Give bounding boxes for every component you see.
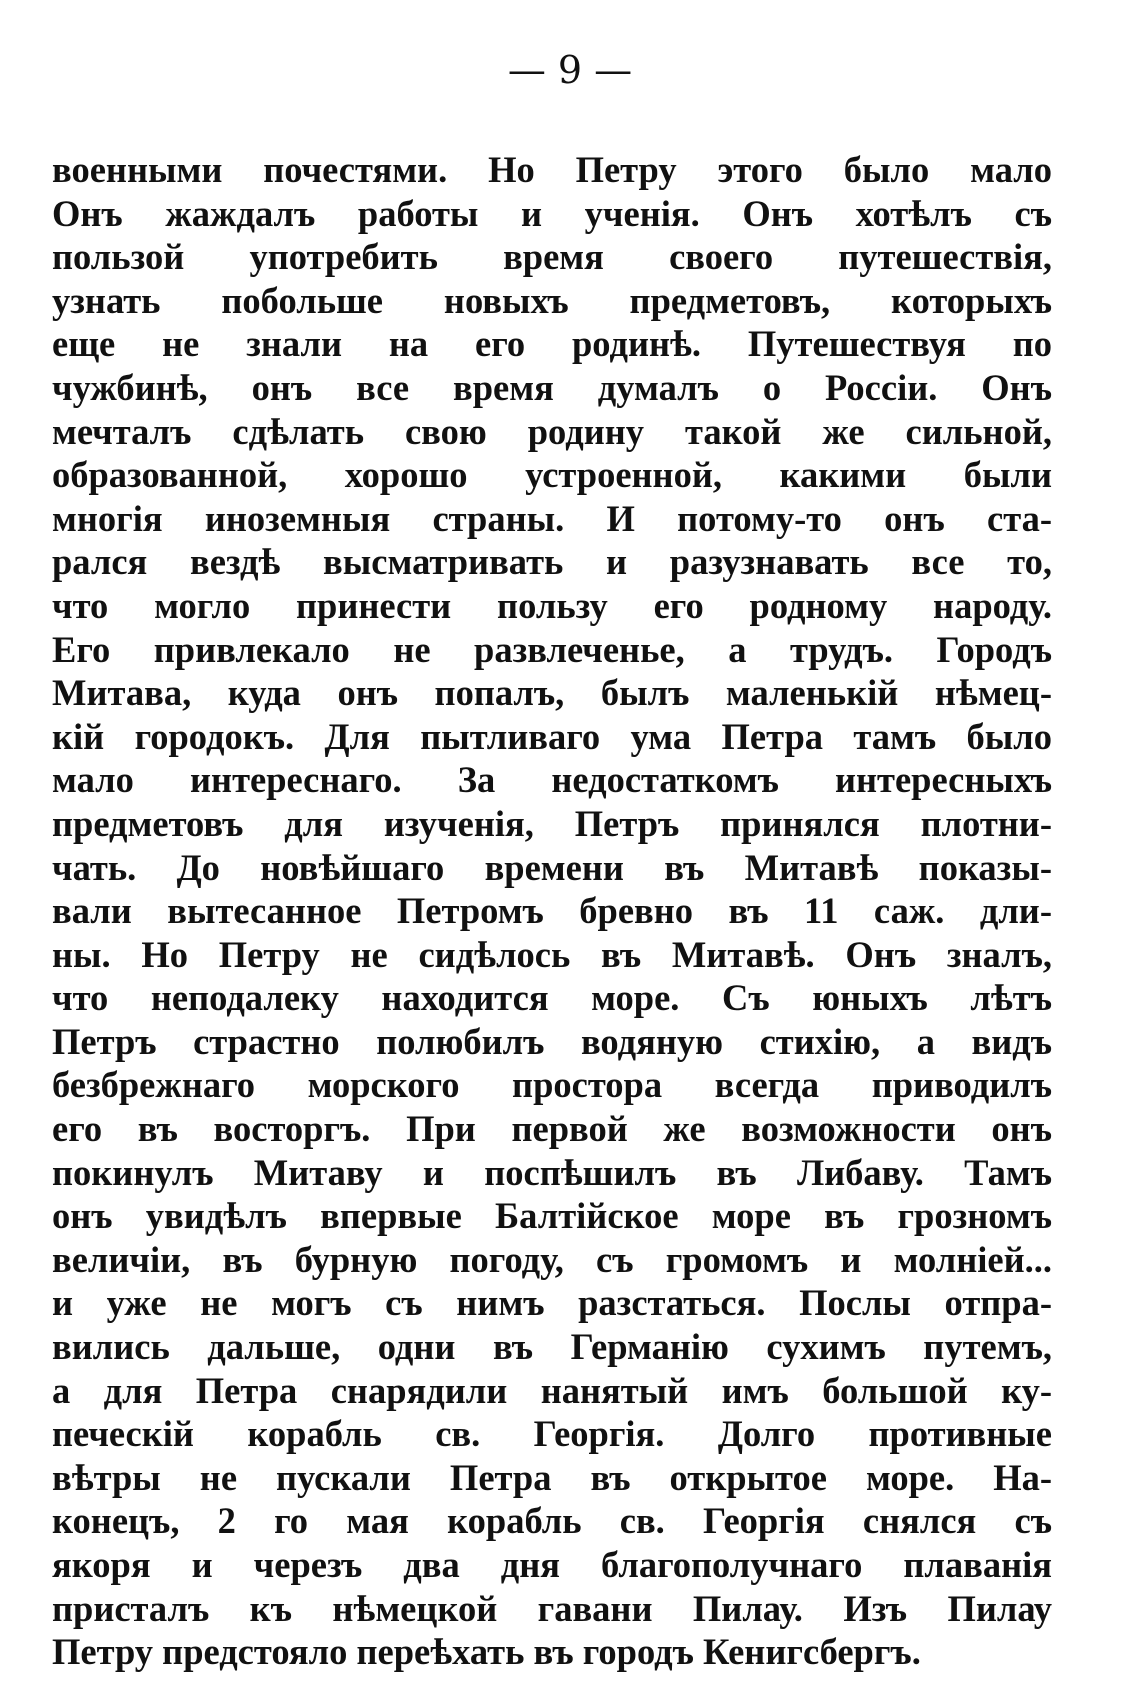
text-line: узнать побольше новыхъ предметовъ, которыхъ bbox=[52, 279, 1052, 321]
text-line: многія иноземныя страны. И потому-то онъ ста- bbox=[52, 497, 1052, 539]
text-line: кій городокъ. Для пытливаго ума Петра тамъ было bbox=[52, 715, 1052, 757]
text-line: что неподалеку находится море. Съ юныхъ лѣтъ bbox=[52, 977, 1052, 1019]
text-line: и уже не могъ съ нимъ разстаться. Послы отпра- bbox=[52, 1282, 1052, 1324]
text-line: военными почестями. Но Петру этого было мало bbox=[52, 149, 1052, 190]
text-line: безбрежнаго морского простора всегда приводилъ bbox=[52, 1064, 1052, 1106]
text-line: вѣтры не пускали Петра въ открытое море. На- bbox=[52, 1456, 1052, 1498]
text-line: покинулъ Митаву и поспѣшилъ въ Либаву. Тамъ bbox=[52, 1151, 1052, 1193]
text-line: чужбинѣ, онъ все время думалъ о Россіи. Онъ bbox=[52, 366, 1052, 408]
text-line: Петръ страстно полюбилъ водяную стихію, а видъ bbox=[52, 1020, 1052, 1062]
text-line: конецъ, 2 го мая корабль св. Георгія снялся съ bbox=[52, 1500, 1052, 1542]
text-line: онъ увидѣлъ впервые Балтійское море въ грозномъ bbox=[52, 1195, 1052, 1237]
text-line: его въ восторгъ. При первой же возможности онъ bbox=[52, 1108, 1052, 1150]
text-line: величіи, въ бурную погоду, съ громомъ и молніей... bbox=[52, 1238, 1052, 1280]
text-line: что могло принести пользу его родному народу. bbox=[52, 584, 1052, 626]
text-line: мало интереснаго. За недостаткомъ интересныхъ bbox=[52, 759, 1052, 801]
text-line: образованной, хорошо устроенной, какими были bbox=[52, 454, 1052, 496]
text-line: Онъ жаждалъ работы и ученія. Онъ хотѣлъ съ bbox=[52, 192, 1052, 234]
text-line: вились дальше, одни въ Германію сухимъ путемъ, bbox=[52, 1326, 1052, 1368]
text-line: рался вездѣ высматривать и разузнавать все то, bbox=[52, 541, 1052, 583]
text-line: чать. До новѣйшаго времени въ Митавѣ показы- bbox=[52, 846, 1052, 888]
text-line: Митава, куда онъ попалъ, былъ маленькій нѣмец- bbox=[52, 672, 1052, 714]
page-number: — 9 — bbox=[507, 48, 633, 92]
text-line: Его привлекало не развлеченье, а трудъ. Городъ bbox=[52, 628, 1052, 670]
text-line: Петру предстояло переѣхать въ городъ Кенигсбергъ. bbox=[52, 1631, 921, 1673]
text-line: пользой употребить время своего путешествія, bbox=[52, 236, 1052, 278]
text-line: ны. Но Петру не сидѣлось въ Митавѣ. Онъ зналъ, bbox=[52, 933, 1052, 975]
text-line: предметовъ для изученія, Петръ принялся плотни- bbox=[52, 802, 1052, 844]
text-line: еще не знали на его родинѣ. Путешествуя по bbox=[52, 323, 1052, 365]
text-line: а для Петра снарядили нанятый имъ большой ку- bbox=[52, 1369, 1052, 1411]
text-line: вали вытесанное Петромъ бревно въ 11 саж. дли- bbox=[52, 890, 1052, 932]
text-line: якоря и черезъ два дня благополучнаго плаванія bbox=[52, 1544, 1052, 1585]
body-text bbox=[52, 148, 1052, 1674]
text-line: мечталъ сдѣлать свою родину такой же сильной, bbox=[52, 410, 1052, 452]
text-line: печескій корабль св. Георгія. Долго противные bbox=[52, 1413, 1052, 1455]
text-line: присталъ къ нѣмецкой гавани Пилау. Изъ Пилау bbox=[52, 1587, 1052, 1629]
